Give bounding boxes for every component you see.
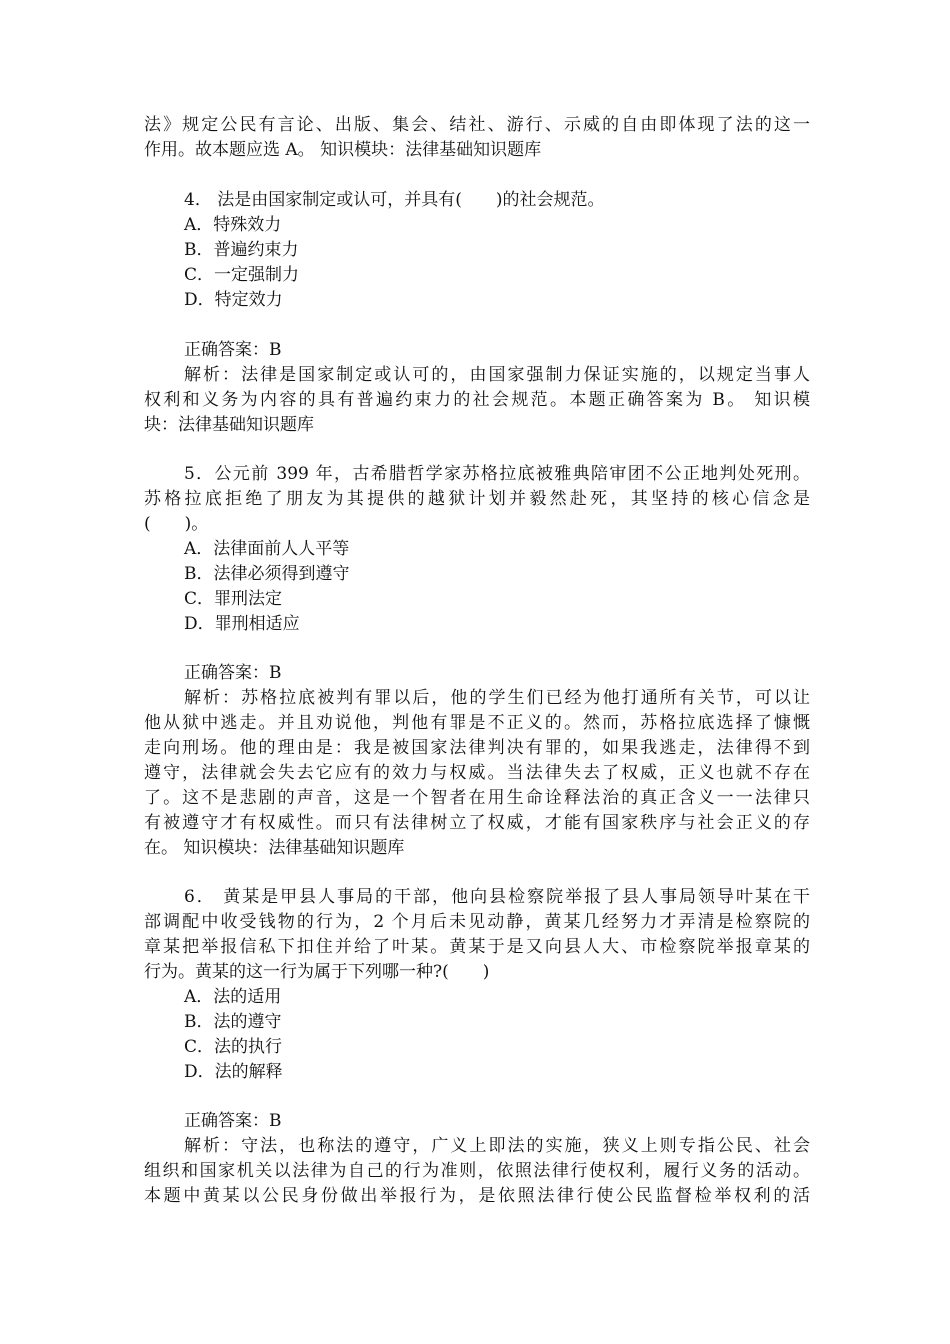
analysis-line: 组织和国家机关以法律为自己的行为准则，依照法律行使权利，履行义务的活动。 <box>144 1161 810 1181</box>
intro-paragraph <box>144 113 810 163</box>
analysis-line: 解析：守法，也称法的遵守，广义上即法的实施，狭义上则专指公民、社会 <box>184 1136 810 1156</box>
question-4 <box>144 188 810 313</box>
analysis-line: 有被遵守才有权威性。而只有法律树立了权威，才能有国家秩序与社会正义的存 <box>144 813 810 833</box>
option-c: C．罪刑法定 <box>184 589 283 609</box>
option-b: B．法的遵守 <box>184 1012 282 1032</box>
analysis-line: 遵守，法律就会失去它应有的效力与权威。当法律失去了权威，正义也就不存在 <box>144 763 810 783</box>
answer-4 <box>144 338 810 438</box>
analysis-line: 他从狱中逃走。并且劝说他，判他有罪是不正义的。然而，苏格拉底选择了慷慨 <box>144 713 810 733</box>
question-stem: 5．公元前 399 年，古希腊哲学家苏格拉底被雅典陪审团不公正地判处死刑。 <box>184 464 810 484</box>
option-a: A．特殊效力 <box>184 215 282 235</box>
analysis-line: 权利和义务为内容的具有普遍约束力的社会规范。本题正确答案为 B。 知识模 <box>144 390 810 410</box>
question-stem: 部调配中收受钱物的行为，2 个月后未见动静，黄某几经努力才弄清是检察院的 <box>144 912 810 932</box>
question-stem: 章某把举报信私下扣住并给了叶某。黄某于是又向县人大、市检察院举报章某的 <box>144 937 810 957</box>
analysis-line: 块：法律基础知识题库 <box>144 415 314 435</box>
option-a: A．法的适用 <box>184 987 282 1007</box>
analysis-line: 解析：法律是国家制定或认可的，由国家强制力保证实施的，以规定当事人 <box>184 365 810 385</box>
question-stem: ( )。 <box>144 514 209 534</box>
intro-line: 法》规定公民有言论、出版、集会、结社、游行、示威的自由即体现了法的这一 <box>144 115 810 135</box>
option-a: A．法律面前人人平等 <box>184 539 350 559</box>
option-c: C．法的执行 <box>184 1037 283 1057</box>
option-b: B．普遍约束力 <box>184 240 299 260</box>
answer-6 <box>144 1109 810 1209</box>
analysis-line: 了。这不是悲剧的声音，这是一个智者在用生命诠释法治的真正含义一一法律只 <box>144 788 810 808</box>
correct-answer: 正确答案：B <box>184 1111 282 1131</box>
question-stem: 6． 黄某是甲县人事局的干部，他向县检察院举报了县人事局领导叶某在干 <box>184 887 810 907</box>
question-stem: 行为。黄某的这一行为属于下列哪一种?( ) <box>144 962 490 982</box>
option-d: D．特定效力 <box>184 290 283 310</box>
correct-answer: 正确答案：B <box>184 663 282 683</box>
analysis-line: 解析：苏格拉底被判有罪以后，他的学生们已经为他打通所有关节，可以让 <box>184 688 810 708</box>
option-d: D．法的解释 <box>184 1062 283 1082</box>
question-stem: 苏格拉底拒绝了朋友为其提供的越狱计划并毅然赴死，其坚持的核心信念是 <box>144 489 810 509</box>
option-d: D．罪刑相适应 <box>184 614 300 634</box>
question-5 <box>144 462 810 637</box>
analysis-line: 本题中黄某以公民身份做出举报行为，是依照法律行使公民监督检举权利的活 <box>144 1186 810 1206</box>
intro-line: 作用。故本题应选 A。 知识模块：法律基础知识题库 <box>144 140 542 160</box>
question-stem: 4． 法是由国家制定或认可，并具有( )的社会规范。 <box>184 190 605 210</box>
correct-answer: 正确答案：B <box>184 340 282 360</box>
question-6 <box>144 885 810 1085</box>
option-c: C．一定强制力 <box>184 265 300 285</box>
answer-5 <box>144 661 810 861</box>
option-b: B．法律必须得到遵守 <box>184 564 350 584</box>
analysis-line: 在。 知识模块：法律基础知识题库 <box>144 838 405 858</box>
analysis-line: 走向刑场。他的理由是：我是被国家法律判决有罪的，如果我逃走，法律得不到 <box>144 738 810 758</box>
